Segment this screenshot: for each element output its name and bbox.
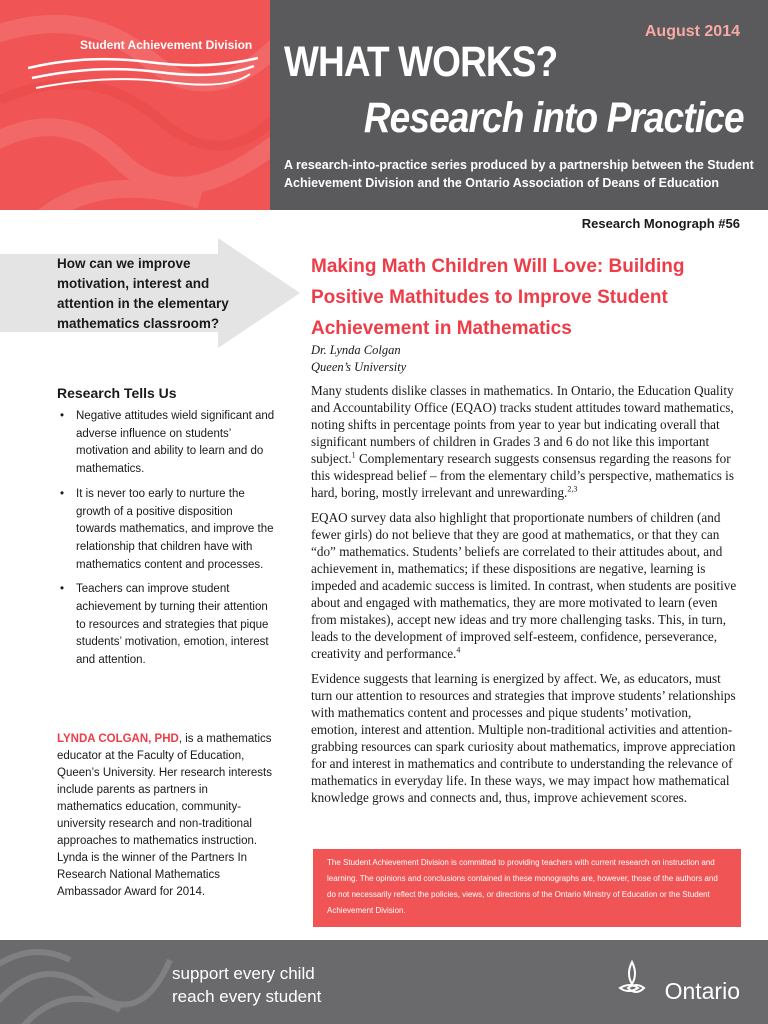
author-bio xyxy=(57,731,272,901)
research-list xyxy=(58,408,276,677)
footnote-ref: 2,3 xyxy=(567,484,578,494)
footnote-ref: 1 xyxy=(351,450,356,460)
paragraph-text: Many students dislike classes in mathematics. In Ontario, the Education Quality and Accountability Office (EQAO) tracks student attitudes toward mathematics, noting shifts in percentage points from year to year but indicating overall that significant numbers of children in Grades 3 and 6 do not like this important subject. xyxy=(311,383,734,466)
footer-tagline xyxy=(172,962,321,1008)
article-body xyxy=(311,382,741,814)
research-heading: Research Tells Us xyxy=(57,385,177,401)
footer-banner xyxy=(0,940,768,1024)
series-subtitle: Research into Practice xyxy=(364,94,744,142)
paragraph-text: EQAO survey data also highlight that proportionate numbers of children (and fewer girls) do not believe that they are good at mathematics, or that they can “do” mathematics. Students’ beliefs are correlated to their attitudes about, and achievement in, mathematics; if these dispositions are negative, learning is impeded and academic success is limited. In contrast, when students are positive about and engaged with mathematics, they are more motivated to learn (even from mistakes), accept new ideas and try more challenging tasks. This, in turn, leads to the development of improved self-esteem, confidence, perseverance, creativity and performance. xyxy=(311,510,737,661)
paragraph-text: Complementary research suggests consensus regarding the reasons for this widespread belief – from the elementary child’s perspective, mathematics is hard, boring, mostly irrelevant and unrewarding. xyxy=(311,451,734,500)
series-title: WHAT WORKS? xyxy=(284,38,558,86)
disclaimer-box: The Student Achievement Division is committed to providing teachers with current research on instruction and learning. The opinions and conclusions contained in these monographs are, however, those of the authors and do not necessarily reflect the policies, views, or directions of the Ontario Ministry of Education or the Student Achievement Division. xyxy=(313,849,741,927)
tagline-line: reach every student xyxy=(172,987,322,1006)
paragraph xyxy=(311,509,741,662)
bio-author-name: LYNDA COLGAN, PHD xyxy=(57,733,179,745)
header-brand-panel xyxy=(0,0,270,210)
paragraph: Evidence suggests that learning is energized by affect. We, as educators, must turn our attention to resources and strategies that improve students’ relationships with mathematics content and processes and pique students’ motivation, emotion, interest and attention. Multiple non-traditional activities and attention-grabbing resources can spark curiosity about mathematics, improve appreciation for and interest in mathematics and contribute to understanding the relevance of mathematics in everyday life. In these ways, we may impact how mathematical knowledge grows and connects and, thus, improve achievement scores. xyxy=(311,671,736,805)
list-item: • Negative attitudes wield significant and adverse influence on students’ motivation and ability to learn and do mathematics. xyxy=(58,408,276,479)
list-item: • Teachers can improve student achievement by turning their attention to resources and strategies that pique students’ motivation, emotion, interest and attention. xyxy=(58,581,276,670)
article-title: Making Math Children Will Love: Building Positive Mathitudes to Improve Student Achievement in Mathematics xyxy=(311,256,685,339)
paragraph xyxy=(311,382,741,501)
swoosh-logo-icon xyxy=(28,52,258,92)
issue-date: August 2014 xyxy=(644,23,740,40)
ontario-logo-text: Ontario xyxy=(664,978,740,1004)
list-item: • It is never too early to nurture the growth of a positive disposition towards mathematics, and improve the relationship that children have with mathematics content and processes. xyxy=(58,486,276,575)
author-name: Dr. Lynda Colgan xyxy=(311,343,401,357)
article-author xyxy=(311,342,406,376)
tagline-line: support every child xyxy=(172,964,315,983)
author-affiliation: Queen’s University xyxy=(311,360,407,374)
series-description: A research-into-practice series produced by a partnership between the Student Achievement Division and the Ontario Association of Deans of Education xyxy=(284,158,754,190)
bio-text: , is a mathematics educator at the Faculty of Education, Queen’s University. Her research interests include parents as partners in mathematics education, community-university research and non-traditional approaches to mathematics instruction. Lynda is the winner of the Partners In Research National Mathematics Ambassador Award for 2014. xyxy=(57,733,272,898)
footnote-ref: 4 xyxy=(456,645,461,655)
header-pattern-decoration xyxy=(0,0,270,210)
monograph-number: Research Monograph #56 xyxy=(581,216,740,231)
footer-pattern-decoration xyxy=(0,940,180,1024)
callout-question: How can we improve motivation, interest and attention in the elementary mathematics classroom? xyxy=(57,256,229,331)
division-name: Student Achievement Division xyxy=(80,38,253,52)
header-title-panel xyxy=(270,0,768,210)
